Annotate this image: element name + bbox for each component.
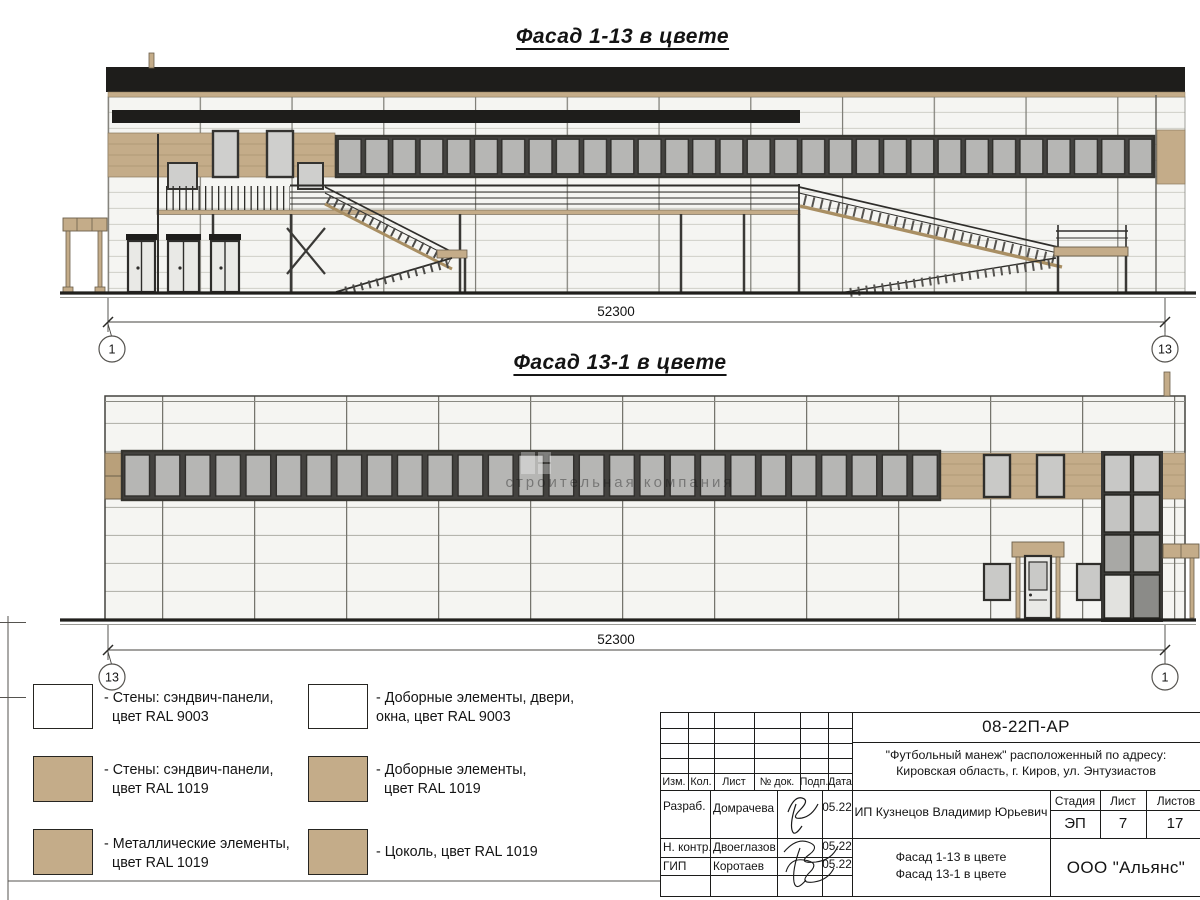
change-col-data: Дата [828, 776, 852, 788]
signer-date: 05.22 [822, 800, 852, 814]
legend-swatch-ral9003-walls [33, 684, 93, 729]
parapet-band [106, 67, 1185, 92]
legend-swatch-ral1019-walls [33, 756, 93, 802]
axis-number: 13 [105, 670, 119, 685]
organization-name: ООО "Альянс" [1066, 858, 1186, 877]
legend-label: - Доборные элементы, цвет RAL 1019 [376, 762, 527, 797]
facade-13-1-elevation [60, 372, 1199, 690]
axis-number: 13 [1158, 342, 1172, 357]
legend-swatch-ral1019-elements [308, 756, 368, 802]
client-name: ИП Кузнецов Владимир Юрьевич [854, 805, 1048, 819]
legend-swatch-ral1019-metal [33, 829, 93, 875]
change-col-podp: Подп. [799, 776, 829, 788]
signer-name: Двоеглазов [713, 840, 776, 854]
sheets-total: 17 [1166, 815, 1184, 832]
project-address-line1: "Футбольный манеж" расположенный по адресу: [885, 748, 1167, 762]
dimension-value: 52300 [597, 632, 635, 647]
signer-name: Коротаев [713, 859, 764, 873]
change-col-kol: Кол. [690, 776, 712, 788]
signer-role: Разраб. [663, 799, 706, 813]
stage-value: ЭП [1064, 815, 1086, 832]
facade1-title: Фасад 1-13 в цвете [515, 25, 730, 48]
window-ribbon-facade1 [336, 136, 1154, 177]
signer-role: Н. контр. [663, 840, 712, 854]
legend-label: - Доборные элементы, двери, окна, цвет RAL 9003 [376, 690, 575, 725]
signer-date: 05.22 [822, 839, 852, 853]
sheet-title-line1: Фасад 1-13 в цвете [895, 850, 1007, 864]
legend-swatch-ral1019-plinth [308, 829, 368, 875]
change-col-izm: Изм. [662, 776, 686, 788]
legend-label: - Стены: сэндвич-панели, цвет RAL 1019 [104, 762, 274, 797]
entrance-doors [126, 234, 241, 292]
curtain-wall [1101, 451, 1163, 622]
entrance-facade2 [1012, 542, 1064, 618]
signer-date: 05.22 [822, 857, 852, 871]
legend-swatch-ral9003-doors [308, 684, 368, 729]
signer-name: Домрачева [713, 801, 775, 815]
dimension-value: 52300 [597, 304, 635, 319]
document-number: 08-22П-АР [982, 717, 1070, 736]
sheets-label: Листов [1156, 794, 1196, 808]
stage-label: Стадия [1054, 794, 1096, 808]
legend-label: - Металлические элементы, цвет RAL 1019 [104, 836, 290, 871]
facade2-title: Фасад 13-1 в цвете [513, 351, 727, 374]
sheet-number: 7 [1118, 815, 1128, 832]
signer-role: ГИП [663, 859, 687, 873]
legend-label: - Цоколь, цвет RAL 1019 [376, 844, 538, 860]
facade-1-13-elevation [60, 53, 1196, 362]
axis-number: 1 [1161, 670, 1169, 685]
left-canopy [63, 218, 107, 292]
dimension-facade2 [99, 625, 1178, 690]
legend-label: - Стены: сэндвич-панели, цвет RAL 9003 [104, 690, 274, 725]
project-address-line2: Кировская область, г. Киров, ул. Энтузиастов [896, 764, 1156, 778]
axis-number: 1 [108, 342, 116, 357]
change-col-doc: № док. [759, 776, 795, 788]
change-col-list: Лист [722, 776, 746, 788]
sheet-label: Лист [1110, 794, 1136, 808]
watermark-text: строительная компания [505, 474, 735, 491]
sheet-title-line2: Фасад 13-1 в цвете [895, 867, 1007, 881]
